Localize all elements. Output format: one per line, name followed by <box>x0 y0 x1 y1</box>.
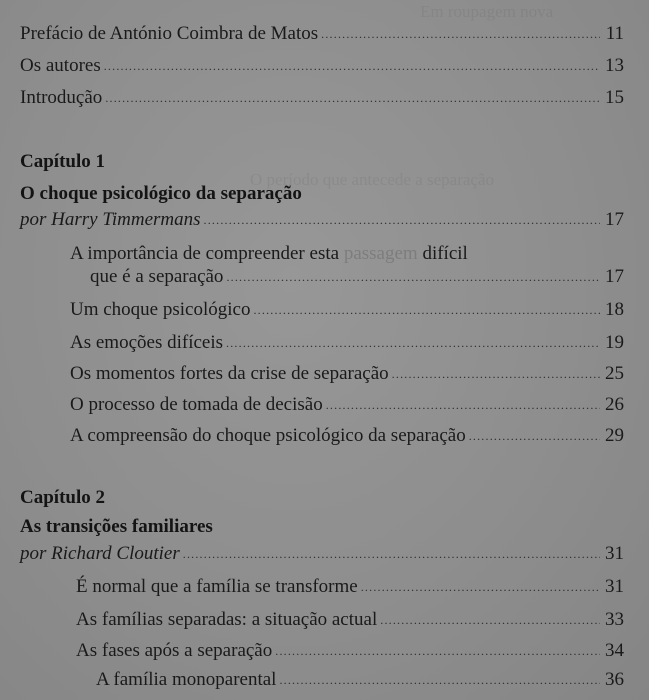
toc-entry-label: Um choque psicológico <box>70 299 251 320</box>
toc-section-1-4[interactable] <box>70 364 624 383</box>
chapter-2-number: Capítulo 2 <box>20 487 105 508</box>
chapter-1-title[interactable]: O choque psicológico da separação <box>20 183 302 204</box>
toc-section-1-1-line1[interactable] <box>70 244 468 263</box>
toc-entry-label: Os autores <box>20 55 101 76</box>
toc-page-number: 17 <box>605 209 624 230</box>
toc-page-number: 29 <box>605 425 624 446</box>
dot-leader <box>204 214 600 226</box>
toc-section-1-5[interactable] <box>70 395 624 414</box>
toc-entry-label: que é a separação <box>90 266 224 287</box>
toc-entry-label: Prefácio de António Coimbra de Matos <box>20 23 319 44</box>
dot-leader <box>361 581 600 593</box>
dot-leader <box>226 271 600 283</box>
toc-section-2-2[interactable] <box>76 610 624 629</box>
toc-page-number: 25 <box>605 363 624 384</box>
toc-entry-label: Os momentos fortes da crise de separação <box>70 363 389 384</box>
dot-leader <box>326 399 600 411</box>
toc-author-label: por Harry Timmermans <box>20 209 201 230</box>
dot-leader <box>104 60 600 72</box>
dot-leader <box>321 28 600 40</box>
dot-leader <box>253 304 600 316</box>
toc-entry-label: É normal que a família se transforme <box>76 576 358 597</box>
toc-page-number: 18 <box>605 299 624 320</box>
dot-leader <box>380 614 600 626</box>
toc-entry-label <box>70 244 468 263</box>
toc-entry-introduction[interactable] <box>20 88 624 107</box>
chapter-2-title[interactable]: As transições familiares <box>20 516 213 537</box>
toc-entry-label: As emoções difíceis <box>70 332 224 353</box>
chapter-1-number: Capítulo 1 <box>20 151 105 172</box>
toc-page-number: 33 <box>605 609 624 630</box>
toc-entry-label: Introdução <box>20 87 103 108</box>
toc-author-label: por Richard Cloutier <box>20 543 180 564</box>
chapter-1-author-entry[interactable] <box>20 210 624 229</box>
toc-page-number: 15 <box>605 87 624 108</box>
toc-page-number: 26 <box>605 394 624 415</box>
toc-entry-label: As fases após a separação <box>76 640 273 661</box>
dot-leader <box>469 430 600 442</box>
dot-leader <box>183 548 600 560</box>
bleed-through-text: O período que antecede a separação <box>250 170 495 189</box>
toc-page-number: 36 <box>605 669 624 690</box>
toc-section-1-1-line2[interactable] <box>90 267 624 286</box>
toc-entry-label: O processo de tomada de decisão <box>70 394 323 415</box>
label-part: difícil <box>417 243 468 264</box>
chapter-2-author-entry[interactable] <box>20 544 624 563</box>
toc-page-number: 11 <box>605 23 624 44</box>
toc-section-1-3[interactable] <box>70 333 624 352</box>
toc-page-number: 31 <box>605 543 624 564</box>
toc-section-2-1[interactable] <box>76 577 624 596</box>
toc-entry-label: As famílias separadas: a situação actual <box>76 609 378 630</box>
label-part-faded: passagem <box>343 243 418 264</box>
dot-leader <box>226 337 600 349</box>
toc-page-number: 31 <box>605 576 624 597</box>
dot-leader <box>275 645 600 657</box>
toc-section-2-3[interactable] <box>76 641 624 660</box>
toc-entry-label: A compreensão do choque psicológico da separação <box>70 425 466 446</box>
toc-page-number: 17 <box>605 266 624 287</box>
toc-section-1-2[interactable] <box>70 300 624 319</box>
toc-page-number: 13 <box>605 55 624 76</box>
label-part: A importância de compreender esta <box>70 243 344 264</box>
toc-page-number: 34 <box>605 640 624 661</box>
toc-section-1-6[interactable] <box>70 426 624 445</box>
dot-leader <box>279 674 600 686</box>
toc-subsection-2-3-1[interactable] <box>96 670 624 689</box>
toc-entry-preface[interactable] <box>20 24 624 43</box>
toc-entry-authors[interactable] <box>20 56 624 75</box>
dot-leader <box>392 368 600 380</box>
toc-page-number: 19 <box>605 332 624 353</box>
dot-leader <box>105 92 600 104</box>
toc-entry-label: A família monoparental <box>96 669 277 690</box>
bleed-through-text: Em roupagem nova <box>420 2 554 21</box>
